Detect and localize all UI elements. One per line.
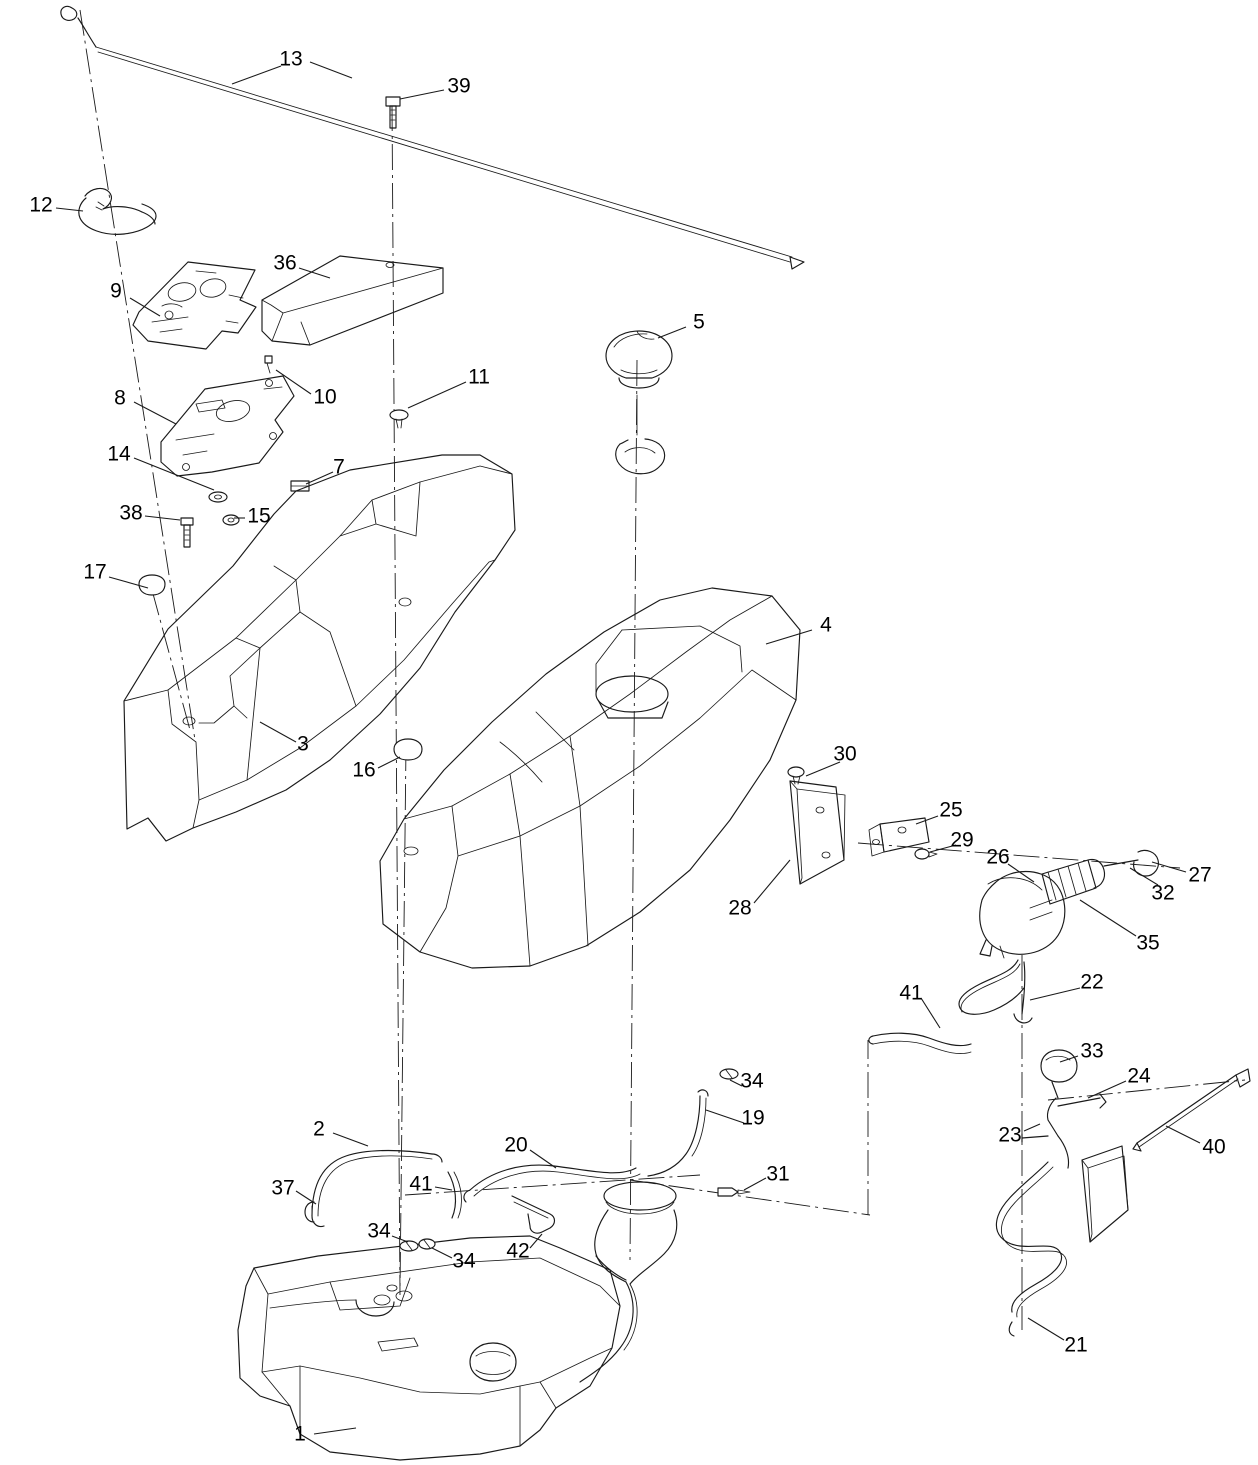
part-33-lever-knob (1041, 1050, 1077, 1168)
callout-28: 28 (728, 896, 752, 920)
callout-27: 27 (1188, 863, 1212, 887)
part-23-lever-stub (1022, 1134, 1048, 1142)
part-3-left-console (124, 455, 515, 841)
callout-25: 25 (939, 798, 963, 822)
part-8-mounting-plate (161, 376, 294, 476)
part-15-nut (223, 515, 239, 525)
callout-23: 23 (998, 1123, 1022, 1147)
callout-38: 38 (119, 501, 143, 525)
part-11-screw (390, 410, 408, 428)
callout-26: 26 (986, 845, 1010, 869)
part-41-hose-lower (448, 1172, 461, 1218)
lever-bracket (1082, 1146, 1128, 1242)
part-34-clamp-c (419, 1239, 435, 1249)
part-41-hose-upper (869, 1033, 971, 1053)
part-39-bolt (386, 97, 400, 128)
part-13-dipstick (61, 6, 804, 269)
part-20-hose (464, 1165, 640, 1202)
callout-29: 29 (950, 828, 974, 852)
callout-16: 16 (352, 758, 376, 782)
part-38-screw (181, 518, 193, 547)
part-19-hose (648, 1090, 708, 1176)
callout-13: 13 (279, 47, 303, 71)
callout-34-b: 34 (367, 1219, 391, 1243)
callout-12: 12 (29, 193, 53, 217)
callout-21: 21 (1064, 1333, 1088, 1357)
callout-31: 31 (766, 1162, 790, 1186)
part-34-clamp-b (400, 1241, 418, 1251)
part-10-screw (265, 356, 272, 373)
fuel-filler-neck (580, 1182, 677, 1382)
callout-14: 14 (107, 442, 131, 466)
part-5-cap-gasket (616, 395, 665, 474)
callout-4: 4 (820, 613, 832, 637)
callout-42: 42 (506, 1239, 530, 1263)
callout-22: 22 (1080, 970, 1104, 994)
callout-37: 37 (271, 1176, 295, 1200)
part-14-washer (209, 492, 227, 502)
callout-34-a: 34 (740, 1069, 764, 1093)
part-21-hose (996, 1162, 1066, 1336)
callout-5: 5 (693, 310, 705, 334)
part-22-hose (959, 960, 1032, 1023)
part-42-tube (512, 1196, 555, 1233)
callout-30: 30 (833, 742, 857, 766)
part-17-plug (139, 575, 165, 595)
part-24-lever-rod (1058, 1094, 1106, 1108)
callout-41-a: 41 (899, 981, 923, 1005)
part-28-bracket (790, 781, 845, 884)
callout-15: 15 (247, 504, 271, 528)
callout-33: 33 (1080, 1039, 1104, 1063)
callout-1: 1 (294, 1422, 306, 1446)
callout-7: 7 (333, 455, 345, 479)
part-16-plug (394, 739, 422, 760)
callout-20: 20 (504, 1133, 528, 1157)
callout-17: 17 (83, 560, 107, 584)
part-9-console-decal (133, 262, 256, 349)
callout-9: 9 (110, 279, 122, 303)
callout-2: 2 (313, 1117, 325, 1141)
callout-19: 19 (741, 1106, 765, 1130)
part-34-clamp-a (720, 1069, 738, 1079)
callout-41-b: 41 (409, 1172, 433, 1196)
callout-35: 35 (1136, 931, 1160, 955)
leader-lines (56, 62, 1200, 1434)
callout-40: 40 (1202, 1135, 1226, 1159)
callout-34-c: 34 (452, 1249, 476, 1273)
part-5-fuel-cap (606, 331, 672, 388)
callout-24: 24 (1127, 1064, 1151, 1088)
callout-10: 10 (313, 385, 337, 409)
callout-32: 32 (1151, 881, 1175, 905)
part-12-control-knob (79, 189, 156, 235)
callout-36: 36 (273, 251, 297, 275)
callout-8: 8 (114, 386, 126, 410)
callout-39: 39 (447, 74, 471, 98)
callout-11: 11 (468, 365, 490, 389)
callout-3: 3 (297, 732, 309, 756)
